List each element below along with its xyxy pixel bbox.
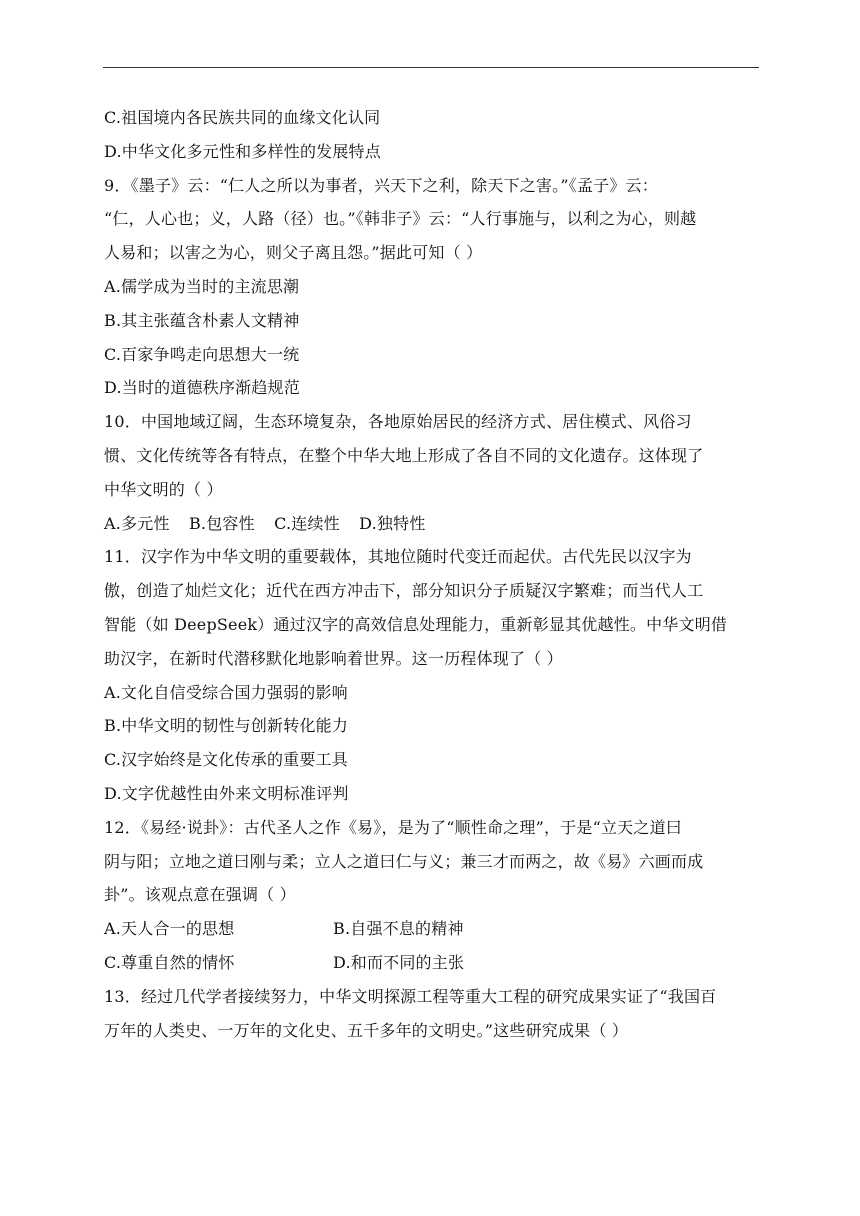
- q10-options: [104, 507, 764, 541]
- question-text: [104, 101, 764, 1047]
- question-line: 9．《墨子》云：“仁人之所以为事者，兴天下之利，除天下之害。”《孟子》云：: [104, 175, 658, 195]
- q12-option: D.和而不同的主张: [333, 952, 465, 972]
- option-line: D.文字优越性由外来文明标准评判: [104, 783, 349, 803]
- q10-option: C.连续性: [274, 513, 340, 533]
- option-line: B.中华文明的韧性与创新转化能力: [104, 716, 349, 736]
- question-line: “仁，人心也；义，人路（径）也。”《韩非子》云：“人行事施与，以利之为心，则越: [104, 209, 697, 229]
- option-line: D.当时的道德秩序渐趋规范: [104, 378, 300, 398]
- header-rule: [103, 67, 759, 68]
- question-line: 人易和；以害之为心，则父子离且怨。”据此可知（ ）: [104, 243, 483, 263]
- question-line: 中华文明的（ ）: [104, 479, 223, 499]
- question-line: 智能（如 DeepSeek）通过汉字的高效信息处理能力，重新彰显其优越性。中华文明借: [104, 614, 728, 634]
- option-line: C.祖国境内各民族共同的血缘文化认同: [104, 108, 381, 127]
- option-line: D.中华文化多元性和多样性的发展特点: [104, 141, 381, 161]
- question-line: 13．经过几代学者接续努力，中华文明探源工程等重大工程的研究成果实证了“我国百: [104, 986, 717, 1006]
- question-line: 助汉字，在新时代潜移默化地影响着世界。这一历程体现了（ ）: [104, 648, 563, 668]
- question-line: 12．《易经·说卦》：古代圣人之作《易》，是为了“顺性命之理”，于是“立天之道曰: [104, 817, 682, 837]
- question-line: 万年的人类史、一万年的文化史、五千多年的文明史。”这些研究成果（ ）: [104, 1020, 629, 1040]
- q10-option: A.多元性: [104, 513, 170, 533]
- question-line: 10．中国地域辽阔，生态环境复杂，各地原始居民的经济方式、居住模式、风俗习: [104, 412, 692, 432]
- question-line: 傲，创造了灿烂文化；近代在西方冲击下，部分知识分子质疑汉字繁难；而当代人工: [104, 581, 704, 601]
- q10-option: D.独特性: [359, 513, 426, 533]
- question-line: 卦”。该观点意在强调（ ）: [104, 885, 296, 905]
- option-line: B.其主张蕴含朴素人文精神: [104, 310, 300, 330]
- option-line: A.文化自信受综合国力强弱的影响: [104, 682, 348, 702]
- question-line: 11．汉字作为中华文明的重要载体，其地位随时代变迁而起伏。古代先民以汉字为: [104, 547, 692, 567]
- q12-option: C.尊重自然的情怀: [104, 952, 235, 972]
- q12-option: B.自强不息的精神: [333, 919, 464, 939]
- question-line: 惯、文化传统等各有特点，在整个中华大地上形成了各自不同的文化遗存。这体现了: [104, 445, 704, 465]
- q12-option: A.天人合一的思想: [104, 919, 235, 939]
- question-line: 阴与阳；立地之道曰刚与柔；立人之道曰仁与义；兼三才而两之，故《易》六画而成: [104, 851, 704, 871]
- q10-option: B.包容性: [188, 513, 255, 533]
- option-line: C.百家争鸣走向思想大一统: [104, 344, 300, 364]
- q12-options-row: [104, 912, 764, 946]
- q12-options-row: [104, 946, 764, 980]
- option-line: A.儒学成为当时的主流思潮: [104, 276, 300, 296]
- option-line: C.汉字始终是文化传承的重要工具: [104, 750, 348, 770]
